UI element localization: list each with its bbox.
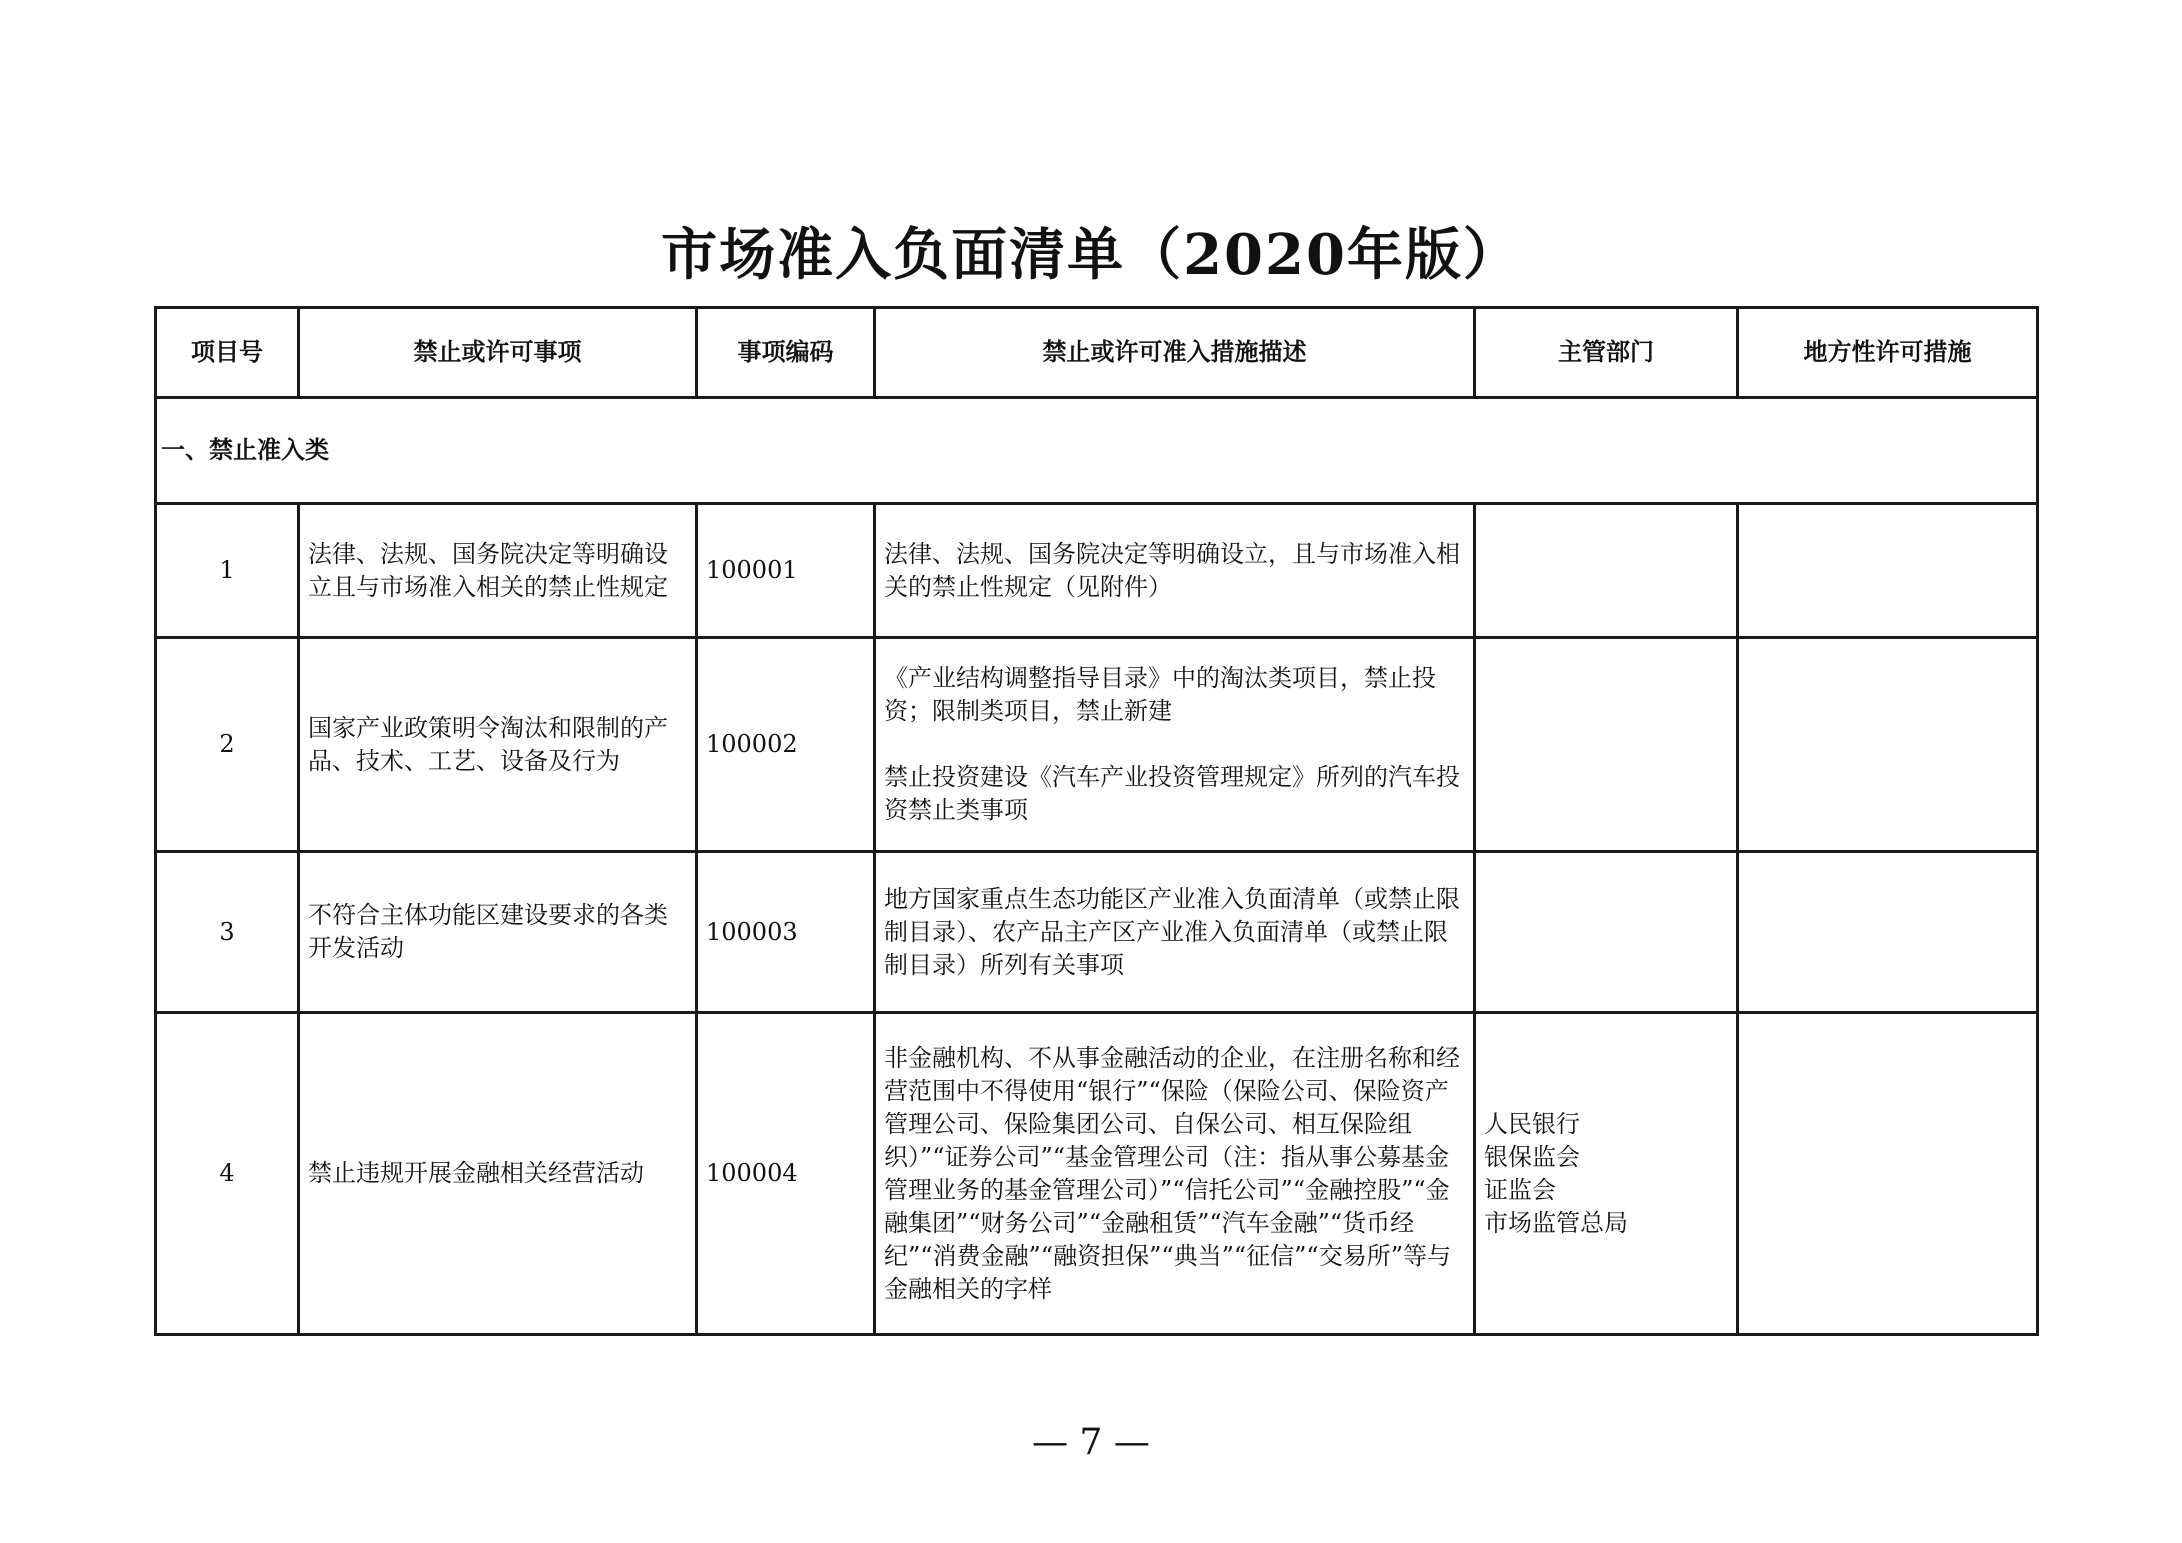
- row-number: 1: [156, 504, 299, 638]
- department-name: 人民银行: [1484, 1109, 1580, 1138]
- row-item: 法律、法规、国务院决定等明确设立且与市场准入相关的禁止性规定: [299, 504, 697, 638]
- row-department: [1475, 638, 1738, 852]
- measure-paragraph: 法律、法规、国务院决定等明确设立，且与市场准入相关的禁止性规定（见附件）: [884, 539, 1460, 601]
- column-header-department: 主管部门: [1475, 308, 1738, 398]
- table-row: [156, 504, 2038, 638]
- column-header-measures: 禁止或许可准入措施描述: [875, 308, 1475, 398]
- document-title: 市场准入负面清单（2020年版）: [661, 222, 1521, 288]
- department-name: 市场监管总局: [1484, 1208, 1628, 1237]
- table-row: [156, 638, 2038, 852]
- negative-list-table: [154, 306, 2039, 1336]
- measure-paragraph: 《产业结构调整指导目录》中的淘汰类项目，禁止投资；限制类项目，禁止新建: [884, 664, 1436, 725]
- table-row: [156, 852, 2038, 1013]
- row-measures: [875, 1013, 1475, 1335]
- department-name: 银保监会: [1484, 1142, 1580, 1171]
- section-row: [156, 398, 2038, 504]
- row-measures: [875, 638, 1475, 852]
- row-local-measures: [1738, 852, 2038, 1013]
- row-code: 100003: [697, 852, 875, 1013]
- row-measures: [875, 852, 1475, 1013]
- row-measures: [875, 504, 1475, 638]
- row-code: 100002: [697, 638, 875, 852]
- row-code: 100004: [697, 1013, 875, 1335]
- table-header-row: [156, 308, 2038, 398]
- row-local-measures: [1738, 1013, 2038, 1335]
- column-header-item: 禁止或许可事项: [299, 308, 697, 398]
- row-department: [1475, 504, 1738, 638]
- measure-paragraph: 地方国家重点生态功能区产业准入负面清单（或禁止限制目录）、农产品主产区产业准入负面清单（或禁止限制目录）所列有关事项: [884, 884, 1460, 979]
- row-item: 禁止违规开展金融相关经营活动: [299, 1013, 697, 1335]
- table-row: [156, 1013, 2038, 1335]
- row-department: [1475, 1013, 1738, 1335]
- section-title: 一、禁止准入类: [156, 398, 2038, 504]
- row-department: [1475, 852, 1738, 1013]
- row-number: 4: [156, 1013, 299, 1335]
- row-number: 2: [156, 638, 299, 852]
- row-local-measures: [1738, 504, 2038, 638]
- row-number: 3: [156, 852, 299, 1013]
- measure-paragraph: 非金融机构、不从事金融活动的企业，在注册名称和经营范围中不得使用“银行”“保险（保险公司、保险资产管理公司、保险集团公司、自保公司、相互保险组织）”“证券公司”“基金管理公司（注：指从事公募基金管理业务的基金管理公司）”“信托公司”“金融控股”“金融集团”“财务公司”“金融租赁”“汽车金融”“货币经纪”“消费金融”“融资担保”“典当”“征信”“交易所”等与金融相关的字样: [884, 1043, 1460, 1303]
- row-item: 国家产业政策明令淘汰和限制的产品、技术、工艺、设备及行为: [299, 638, 697, 852]
- column-header-code: 事项编码: [697, 308, 875, 398]
- department-name: 证监会: [1484, 1175, 1556, 1204]
- page-number: — 7 —: [1032, 1422, 1150, 1463]
- measure-paragraph: 禁止投资建设《汽车产业投资管理规定》所列的汽车投资禁止类事项: [884, 763, 1460, 824]
- column-header-local-measures: 地方性许可措施: [1738, 308, 2038, 398]
- row-item: 不符合主体功能区建设要求的各类开发活动: [299, 852, 697, 1013]
- row-local-measures: [1738, 638, 2038, 852]
- column-header-item-no: 项目号: [156, 308, 299, 398]
- row-code: 100001: [697, 504, 875, 638]
